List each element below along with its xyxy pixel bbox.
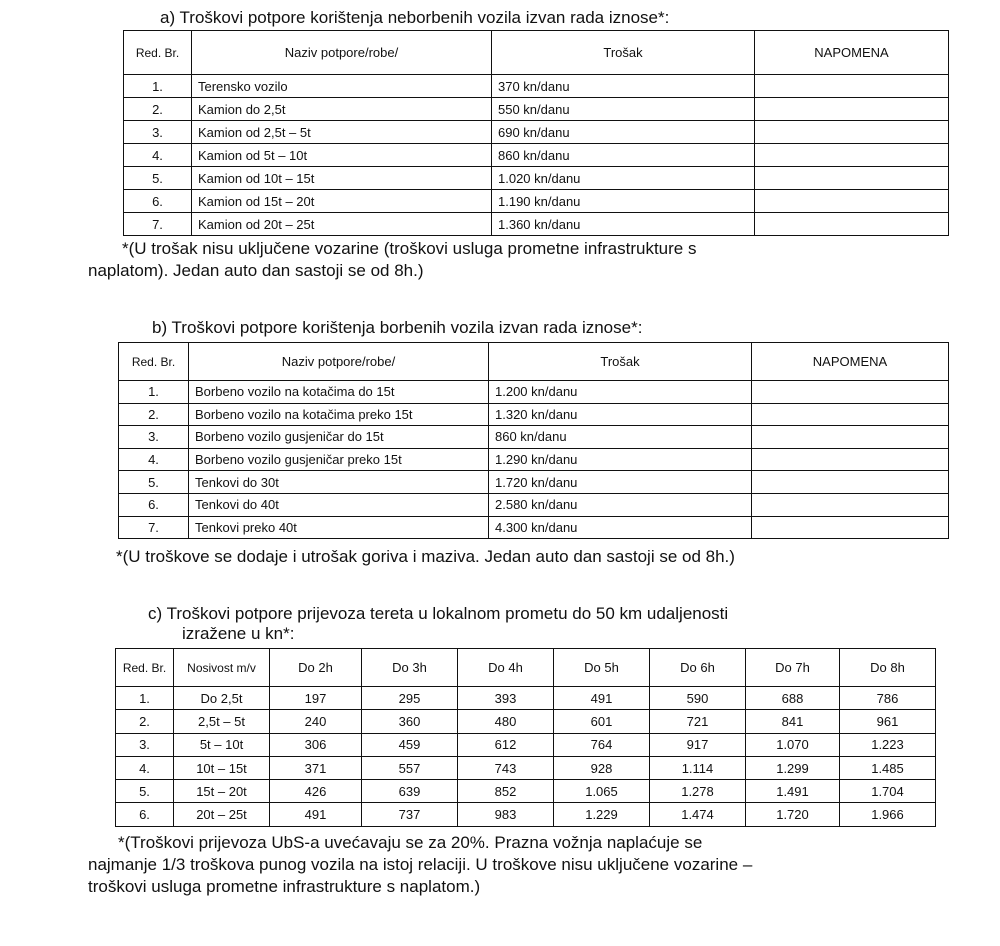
cell-cost: 2.580 kn/danu [489,493,752,516]
cell-name: Kamion od 15t – 20t [192,190,492,213]
cell-no: 2. [116,710,174,733]
table-row [116,756,936,779]
cell-h2: 371 [270,756,362,779]
section-b-heading: b) Troškovi potpore korištenja borbenih vozila izvan rada iznose*: [152,318,643,337]
cell-note [752,426,949,449]
cell-note [752,516,949,539]
table-row [124,75,949,98]
cell-h3: 557 [362,756,458,779]
cell-name: Kamion od 5t – 10t [192,144,492,167]
table-row [116,803,936,826]
cell-note [752,471,949,494]
cell-name: Kamion do 2,5t [192,98,492,121]
header-napomena: NAPOMENA [755,31,949,75]
cell-no: 3. [119,426,189,449]
table-row [124,144,949,167]
table-row [119,426,949,449]
cell-cost: 1.320 kn/danu [489,403,752,426]
section-c-heading-1: c) Troškovi potpore prijevoza tereta u lokalnom prometu do 50 km udaljenosti [148,604,729,623]
cell-h4: 743 [458,756,554,779]
header-nosivost: Nosivost m/v [174,649,270,687]
cell-cap: 2,5t – 5t [174,710,270,733]
cell-name: Borbeno vozilo na kotačima do 15t [189,381,489,404]
cell-h3: 295 [362,687,458,710]
cell-h3: 360 [362,710,458,733]
cell-h5: 1.065 [554,780,650,803]
cell-no: 4. [119,448,189,471]
cell-no: 5. [119,471,189,494]
cell-no: 2. [124,98,192,121]
header-do-4h: Do 4h [458,649,554,687]
section-a-footnote-2: naplatom). Jedan auto dan sastoji se od 8h.) [88,261,424,280]
cell-h8: 1.223 [840,733,936,756]
table-row [116,780,936,803]
cell-h6: 590 [650,687,746,710]
cell-cost: 1.720 kn/danu [489,471,752,494]
cell-h5: 601 [554,710,650,733]
cell-cost: 1.290 kn/danu [489,448,752,471]
cell-h2: 240 [270,710,362,733]
cell-h4: 612 [458,733,554,756]
cell-no: 4. [124,144,192,167]
cell-h7: 1.491 [746,780,840,803]
cell-cap: 15t – 20t [174,780,270,803]
header-napomena: NAPOMENA [752,343,949,381]
cell-note [755,144,949,167]
cell-cap: Do 2,5t [174,687,270,710]
cell-name: Borbeno vozilo gusjeničar do 15t [189,426,489,449]
header-do-2h: Do 2h [270,649,362,687]
cell-cost: 1.200 kn/danu [489,381,752,404]
table-row [124,98,949,121]
cell-h5: 1.229 [554,803,650,826]
cell-note [752,448,949,471]
cell-name: Terensko vozilo [192,75,492,98]
header-do-5h: Do 5h [554,649,650,687]
cell-h4: 983 [458,803,554,826]
table-row [116,687,936,710]
cell-no: 4. [116,756,174,779]
cell-h3: 737 [362,803,458,826]
cell-no: 6. [116,803,174,826]
cell-note [752,403,949,426]
header-trosak: Trošak [489,343,752,381]
header-do-3h: Do 3h [362,649,458,687]
cell-no: 5. [124,167,192,190]
cell-h8: 961 [840,710,936,733]
cell-h5: 491 [554,687,650,710]
table-row [116,733,936,756]
cell-name: Tenkovi preko 40t [189,516,489,539]
cell-h6: 1.474 [650,803,746,826]
cell-cost: 1.190 kn/danu [492,190,755,213]
cell-note [755,75,949,98]
table-row [119,403,949,426]
section-b-table [118,342,949,539]
cell-h4: 852 [458,780,554,803]
cell-cost: 1.020 kn/danu [492,167,755,190]
table-row [124,121,949,144]
cell-note [752,493,949,516]
cell-cost: 690 kn/danu [492,121,755,144]
cell-h7: 1.299 [746,756,840,779]
cell-note [755,98,949,121]
table-row [124,167,949,190]
cell-no: 7. [124,213,192,236]
section-a-footnote-1: *(U trošak nisu uključene vozarine (troškovi usluga prometne infrastrukture s [122,239,697,258]
table-row [116,710,936,733]
table-row [119,471,949,494]
cell-name: Kamion od 2,5t – 5t [192,121,492,144]
cell-note [755,121,949,144]
cell-no: 5. [116,780,174,803]
header-red-br: Red. Br. [116,649,174,687]
cell-h3: 459 [362,733,458,756]
cell-name: Tenkovi do 30t [189,471,489,494]
cell-h6: 1.114 [650,756,746,779]
header-do-8h: Do 8h [840,649,936,687]
cell-name: Borbeno vozilo na kotačima preko 15t [189,403,489,426]
cell-no: 1. [119,381,189,404]
cell-note [755,213,949,236]
table-row [119,516,949,539]
cell-name: Kamion od 20t – 25t [192,213,492,236]
section-c-footnote-2: najmanje 1/3 troškova punog vozila na istoj relaciji. U troškove nisu uključene vozarine – [88,855,753,874]
cell-no: 3. [116,733,174,756]
cell-name: Kamion od 10t – 15t [192,167,492,190]
cell-no: 3. [124,121,192,144]
cell-h2: 306 [270,733,362,756]
cell-cap: 20t – 25t [174,803,270,826]
cell-h8: 1.485 [840,756,936,779]
cell-h4: 480 [458,710,554,733]
cell-h5: 928 [554,756,650,779]
cell-no: 2. [119,403,189,426]
section-c-heading-2: izražene u kn*: [182,624,295,643]
cell-h2: 426 [270,780,362,803]
cell-cost: 370 kn/danu [492,75,755,98]
cell-note [752,381,949,404]
cell-cost: 860 kn/danu [492,144,755,167]
cell-h8: 1.966 [840,803,936,826]
section-c-table [115,648,936,827]
cell-cap: 10t – 15t [174,756,270,779]
table-row [119,448,949,471]
cell-no: 1. [124,75,192,98]
cell-h6: 1.278 [650,780,746,803]
table-row [119,493,949,516]
cell-no: 6. [119,493,189,516]
header-red-br: Red. Br. [119,343,189,381]
cell-no: 6. [124,190,192,213]
header-do-6h: Do 6h [650,649,746,687]
section-b-footnote: *(U troškove se dodaje i utrošak goriva i maziva. Jedan auto dan sastoji se od 8h.) [116,547,735,566]
cell-h7: 688 [746,687,840,710]
cell-h7: 841 [746,710,840,733]
header-naziv: Naziv potpore/robe/ [189,343,489,381]
cell-cost: 1.360 kn/danu [492,213,755,236]
table-row [124,213,949,236]
cell-h2: 197 [270,687,362,710]
cell-cost: 860 kn/danu [489,426,752,449]
cell-name: Tenkovi do 40t [189,493,489,516]
cell-h4: 393 [458,687,554,710]
cell-note [755,190,949,213]
header-naziv: Naziv potpore/robe/ [192,31,492,75]
section-a-table [123,30,949,236]
cell-h2: 491 [270,803,362,826]
cell-cost: 550 kn/danu [492,98,755,121]
header-red-br: Red. Br. [124,31,192,75]
section-a-heading: a) Troškovi potpore korištenja neborbenih vozila izvan rada iznose*: [160,8,670,27]
cell-name: Borbeno vozilo gusjeničar preko 15t [189,448,489,471]
cell-h7: 1.070 [746,733,840,756]
cell-note [755,167,949,190]
header-do-7h: Do 7h [746,649,840,687]
cell-h5: 764 [554,733,650,756]
cell-no: 7. [119,516,189,539]
cell-h3: 639 [362,780,458,803]
cell-h6: 721 [650,710,746,733]
section-c-footnote-3: troškovi usluga prometne infrastrukture s naplatom.) [88,877,481,896]
cell-h8: 786 [840,687,936,710]
cell-h7: 1.720 [746,803,840,826]
table-row [124,190,949,213]
cell-cost: 4.300 kn/danu [489,516,752,539]
cell-h8: 1.704 [840,780,936,803]
cell-h6: 917 [650,733,746,756]
section-c-footnote-1: *(Troškovi prijevoza UbS-a uvećavaju se za 20%. Prazna vožnja naplaćuje se [118,833,703,852]
cell-no: 1. [116,687,174,710]
cell-cap: 5t – 10t [174,733,270,756]
table-row [119,381,949,404]
header-trosak: Trošak [492,31,755,75]
